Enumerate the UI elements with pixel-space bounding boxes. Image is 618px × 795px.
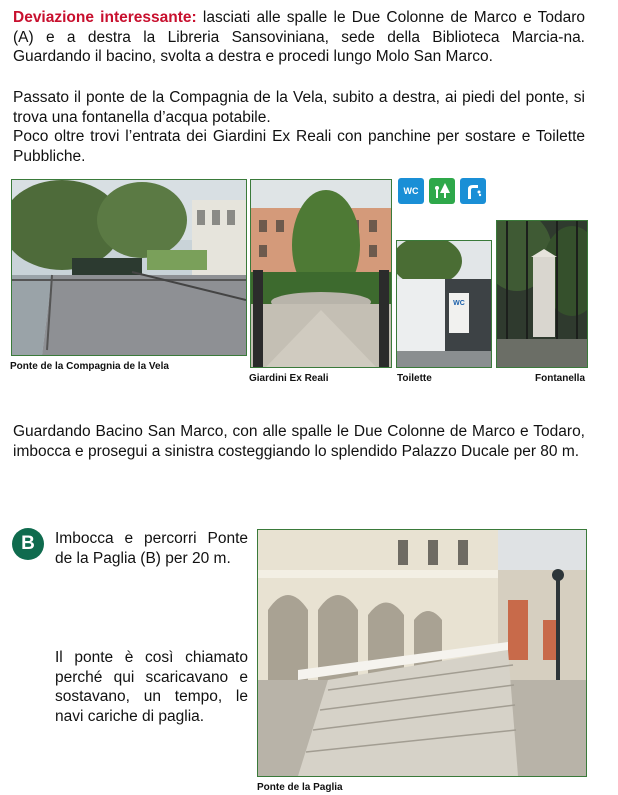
caption-toilette: Toilette (397, 373, 432, 384)
gardens-paragraph: Poco oltre trovi l’entrata dei Giardini Ex Reali con panchine per sostare e Toilette Pubbliche. (13, 128, 585, 165)
caption-fontanella: Fontanella (535, 373, 586, 384)
section-b-badge: B (12, 528, 44, 560)
photo-ponte-vela (11, 179, 247, 356)
intro-paragraph (13, 8, 585, 67)
section-b-explanation: Il ponte è così chiamato perché qui scaricavano e sostavano, un tempo, le navi cariche di paglia. (55, 649, 248, 725)
palazzo-paragraph: Guardando Bacino San Marco, con alle spalle le Due Colonne de Marco e Todaro, imbocca e prosegui a sinistra costeggiando lo splendido Palazzo Ducale per 80 m. (13, 423, 585, 460)
caption-ponte-paglia: Ponte de la Paglia (257, 782, 343, 793)
intro-text: lasciati alle spalle le Due Colonne de Marco e Todaro (A) e a destra la Libreria Sansoviniana, sede della Biblioteca Marcia-na. Guardando il bacino, svolta a destra e procedi lungo Molo San Marco. (13, 9, 586, 65)
caption-ponte-vela: Ponte de la Compagnia de la Vela (10, 361, 169, 372)
garden-icon (429, 178, 455, 204)
fountain-icon (460, 178, 486, 204)
fountain-paragraph: Passato il ponte de la Compagnia de la Vela, subito a destra, ai piedi del ponte, si trova una fontanella d’acqua potabile. (13, 89, 585, 126)
photo-fontanella (496, 220, 588, 368)
photo-toilette (396, 240, 492, 368)
wc-icon-label: WC (403, 186, 419, 196)
caption-giardini: Giardini Ex Reali (249, 373, 329, 384)
toilette-sign-wc: WC (453, 300, 465, 307)
photo-ponte-paglia (257, 529, 587, 777)
wc-icon (398, 178, 424, 204)
photo-giardini (250, 179, 392, 368)
intro-highlight: Deviazione interessante: (13, 9, 197, 26)
section-b-text: Imbocca e percorri Ponte de la Paglia (B) per 20 m. (55, 530, 248, 567)
